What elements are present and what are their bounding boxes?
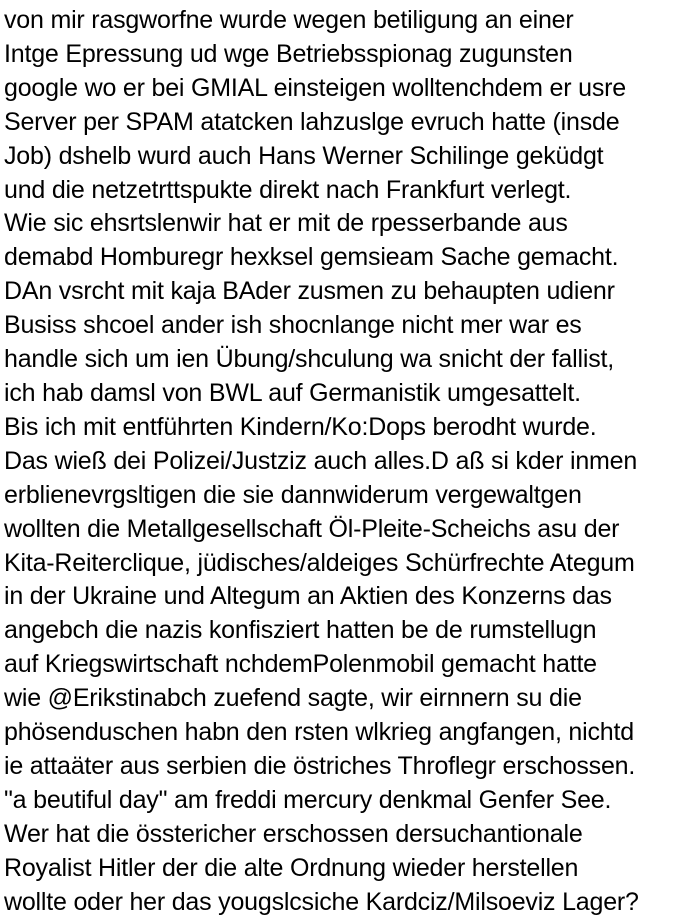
text-line: Das wieß dei Polizei/Justziz auch alles.D aß si kder inmen (4, 446, 638, 475)
text-line: phösenduschen habn den rsten wlkrieg angfangen, nichtd (4, 718, 634, 747)
text-line: wie @Erikstinabch zuefend sagte, wir eirnnern su die (4, 684, 582, 713)
text-line: Intge Epressung ud wge Betriebsspionag zugunsten (4, 39, 573, 68)
text-line: Job) dshelb wurd auch Hans Werner Schilinge geküdgt (4, 141, 604, 170)
text-line: auf Kriegswirtschaft nchdemPolenmobil gemacht hatte (4, 650, 597, 679)
text-line: Bis ich mit entführten Kindern/Ko:Dops berodht wurde. (4, 412, 597, 441)
text-line: handle sich um ien Übung/shculung wa snicht der fallist, (4, 345, 614, 374)
text-line: "a beutiful day" am freddi mercury denkmal Genfer See. (4, 785, 612, 814)
text-line: Kita-Reiterclique, jüdisches/aldeiges Schürfrechte Ategum (4, 548, 635, 577)
text-body (4, 4, 682, 919)
text-line: Royalist Hitler der die alte Ordnung wieder herstellen (4, 853, 579, 882)
text-line: Server per SPAM atatcken lahzuslge evruch hatte (insde (4, 107, 620, 136)
text-line: Wie sic ehsrtslenwir hat er mit de rpesserbande aus (4, 209, 568, 238)
text-line: und die netzetrttspukte direkt nach Frankfurt verlegt. (4, 175, 572, 204)
text-line: wollte oder her das yougslcsiche Kardciz/Milsoeviz Lager? (4, 887, 639, 916)
text-line: Wer hat die össtericher erschossen dersuchantionale (4, 819, 583, 848)
text-line: DAn vsrcht mit kaja BAder zusmen zu behaupten udienr (4, 277, 615, 306)
text-line: in der Ukraine und Altegum an Aktien des Konzerns das (4, 582, 612, 611)
text-line: erblienevrgsltigen die sie dannwiderum vergewaltgen (4, 480, 582, 509)
text-line: angebch die nazis konfisziert hatten be de rumstellugn (4, 616, 597, 645)
text-line: von mir rasgworfne wurde wegen betiligung an einer (4, 6, 574, 34)
text-line: google wo er bei GMIAL einsteigen wolltenchdem er usre (4, 73, 626, 102)
text-line: ie attaäter aus serbien die östriches Throflegr erschossen. (4, 751, 636, 780)
text-line: ich hab damsl von BWL auf Germanistik umgesattelt. (4, 378, 581, 407)
text-line: Busiss shcoel ander ish shocnlange nicht mer war es (4, 311, 582, 340)
text-line: wollten die Metallgesellschaft Öl-Pleite-Scheichs asu der (4, 514, 620, 543)
text-line: demabd Homburegr hexksel gemsieam Sache gemacht. (4, 243, 619, 272)
